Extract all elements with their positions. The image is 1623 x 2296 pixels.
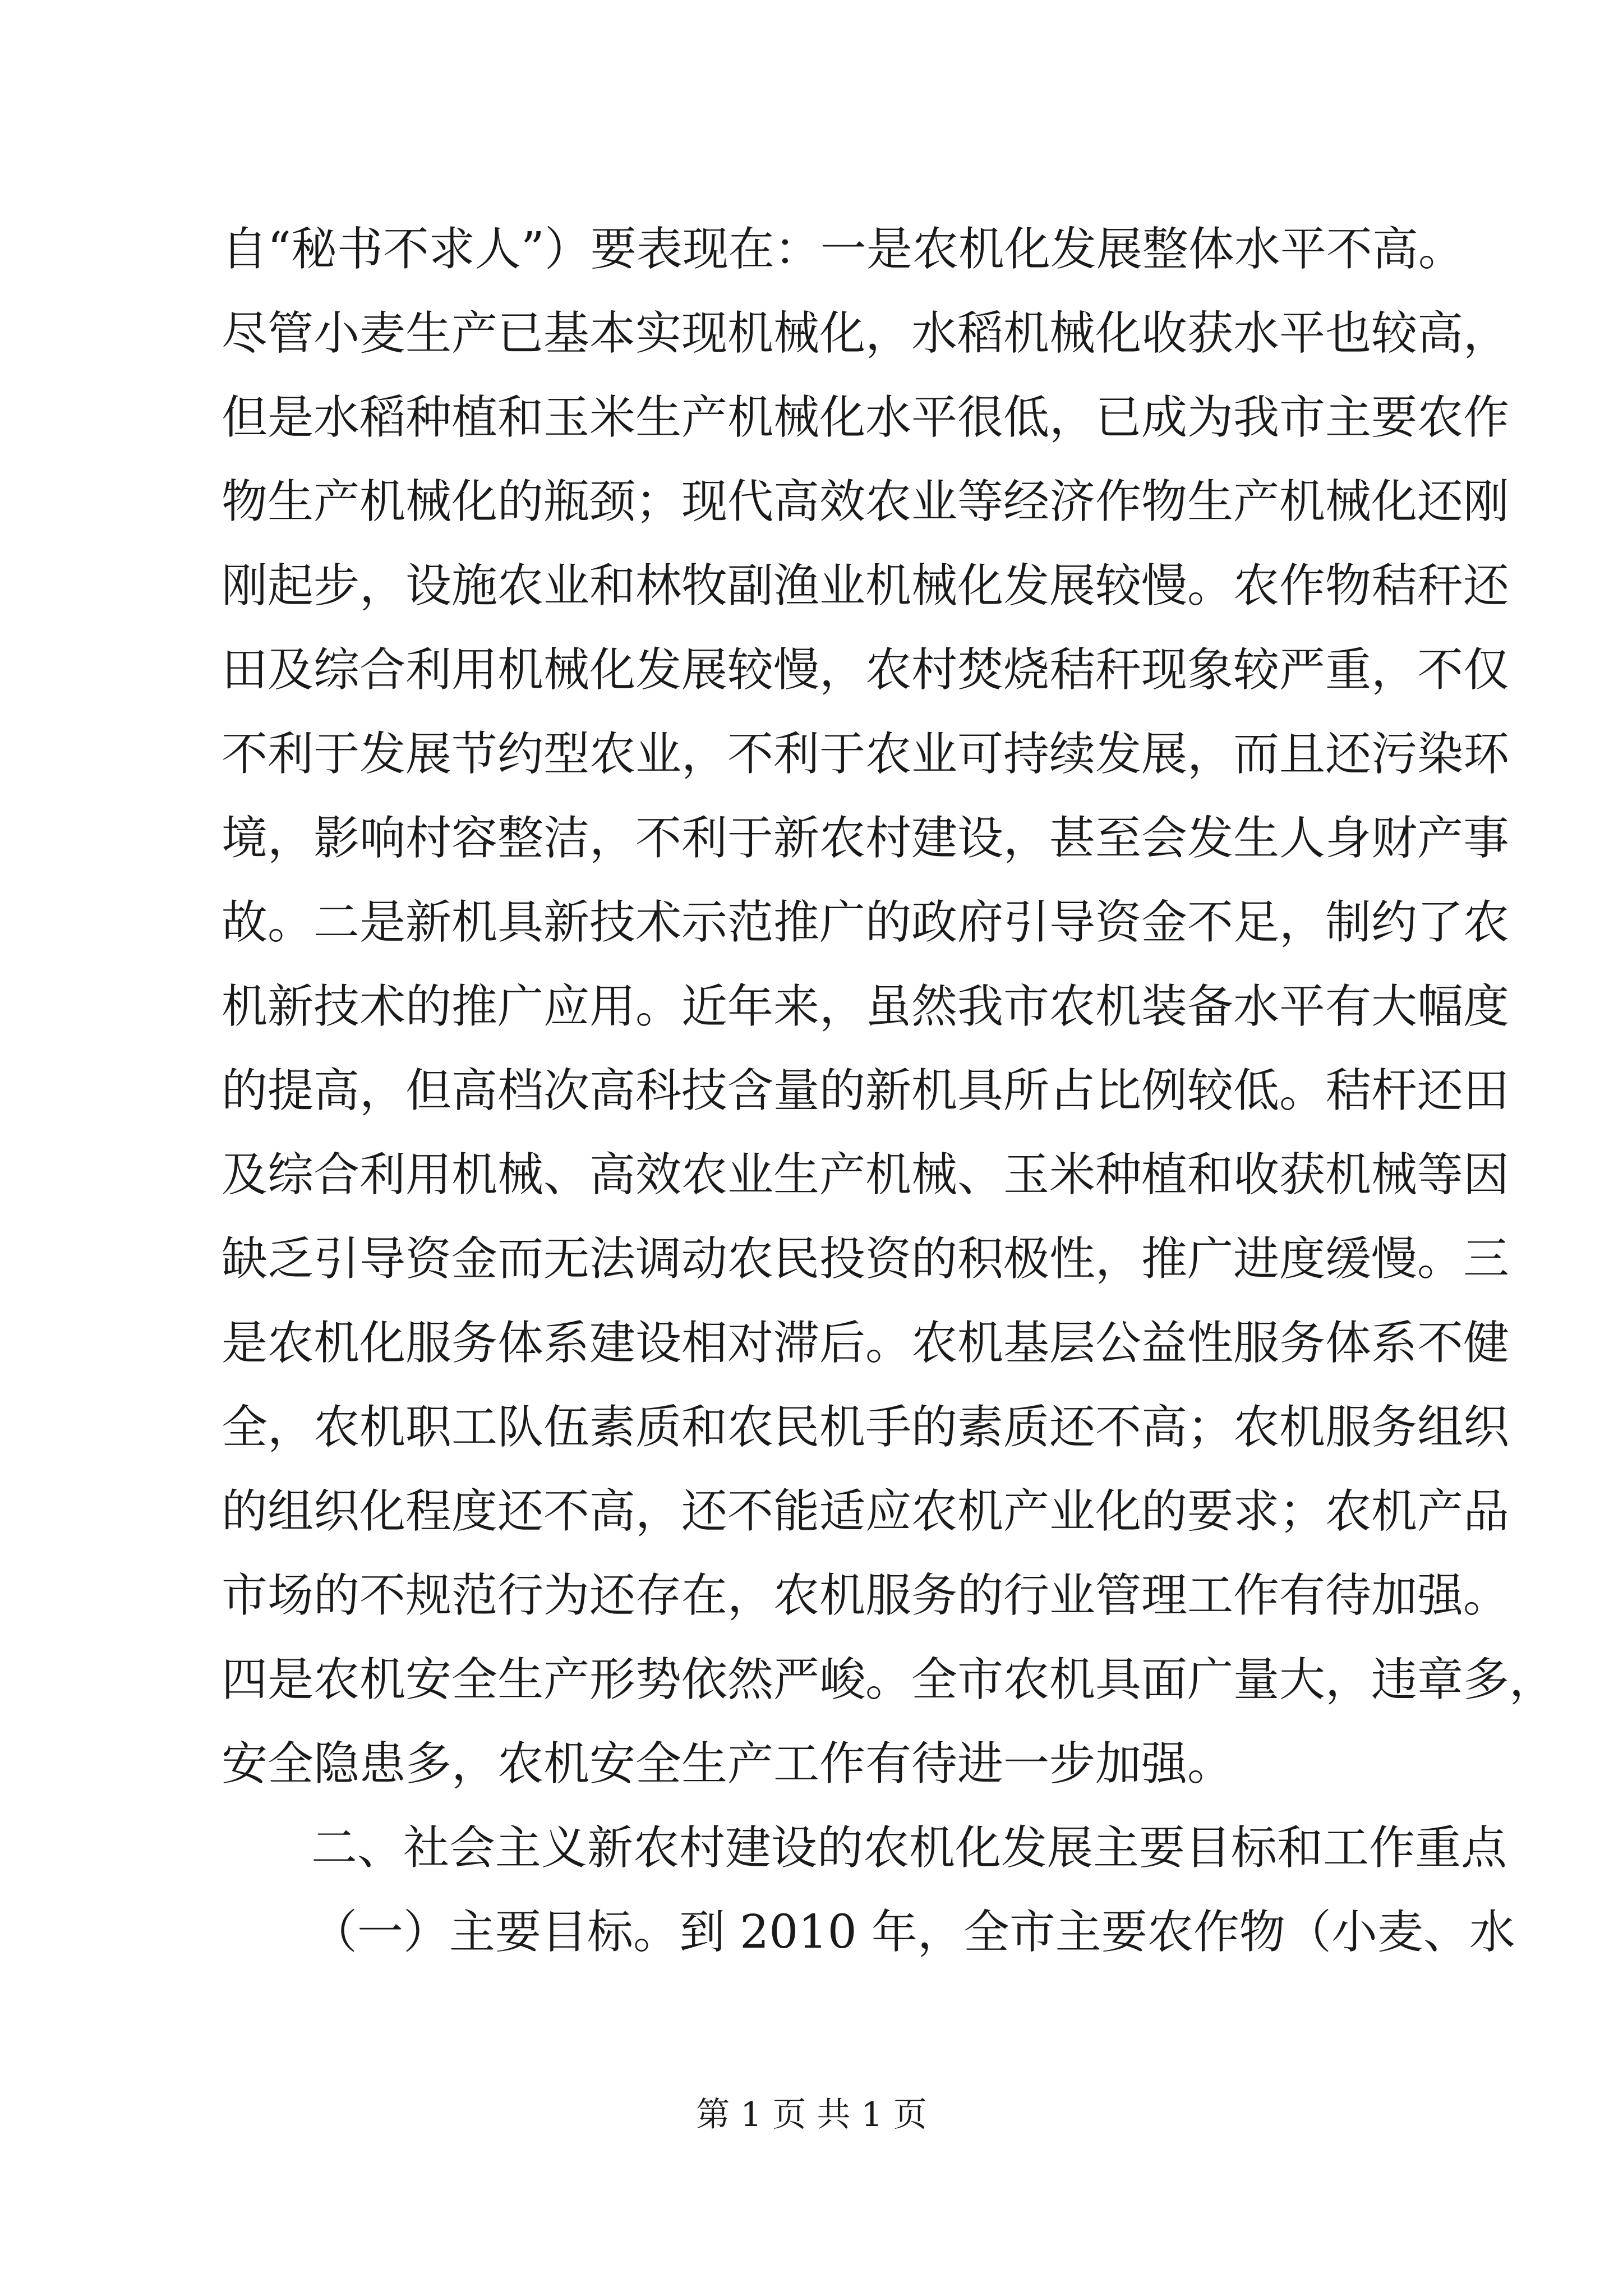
- text-line: （一）主要目标。到 2010 年，全市主要农作物（小麦、水: [311, 1906, 1515, 1959]
- text-line: 的提高，但高档次高科技含量的新机具所占比例较低。秸杆还田: [222, 1064, 1510, 1117]
- text-line: 刚起步，设施农业和林牧副渔业机械化发展较慢。农作物秸秆还: [222, 559, 1510, 613]
- text-line: 全，农机职工队伍素质和农民机手的素质还不高；农机服务组织: [222, 1401, 1510, 1454]
- text-line: 及综合利用机械、高效农业生产机械、玉米种植和收获机械等因: [222, 1148, 1510, 1202]
- text-line: 尽管小麦生产已基本实现机械化，水稻机械化收获水平也较高，: [222, 307, 1510, 360]
- text-line: 市场的不规范行为还存在，农机服务的行业管理工作有待加强。: [222, 1569, 1510, 1622]
- text-line: 自“秘书不求人”）要表现在：一是农机化发展整体水平不高。: [222, 223, 1464, 276]
- text-line: 但是水稻种植和玉米生产机械化水平很低，已成为我市主要农作: [222, 391, 1510, 444]
- text-line: 不利于发展节约型农业，不利于农业可持续发展，而且还污染环: [222, 728, 1510, 781]
- text-line: 境，影响村容整洁，不利于新农村建设，甚至会发生人身财产事: [222, 812, 1510, 865]
- text-line: 物生产机械化的瓶颈；现代高效农业等经济作物生产机械化还刚: [222, 475, 1510, 528]
- text-line: 故。二是新机具新技术示范推广的政府引导资金不足，制约了农: [222, 896, 1510, 949]
- text-line: 田及综合利用机械化发展较慢，农村焚烧秸秆现象较严重，不仅: [222, 643, 1510, 697]
- text-line: 缺乏引导资金而无法调动农民投资的积极性，推广进度缓慢。三: [222, 1232, 1510, 1286]
- text-line: 四是农机安全生产形势依然严峻。全市农机具面广量大，违章多，: [222, 1653, 1556, 1706]
- text-line: 安全隐患多，农机安全生产工作有待进一步加强。: [222, 1737, 1234, 1791]
- text-line: 的组织化程度还不高，还不能适应农机产业化的要求；农机产品: [222, 1485, 1510, 1538]
- page-footer: 第 1 页 共 1 页: [696, 2095, 927, 2134]
- text-line: 是农机化服务体系建设相对滞后。农机基层公益性服务体系不健: [222, 1317, 1510, 1370]
- text-line: 机新技术的推广应用。近年来，虽然我市农机装备水平有大幅度: [222, 980, 1510, 1033]
- section-heading: 二、社会主义新农村建设的农机化发展主要目标和工作重点: [311, 1821, 1507, 1875]
